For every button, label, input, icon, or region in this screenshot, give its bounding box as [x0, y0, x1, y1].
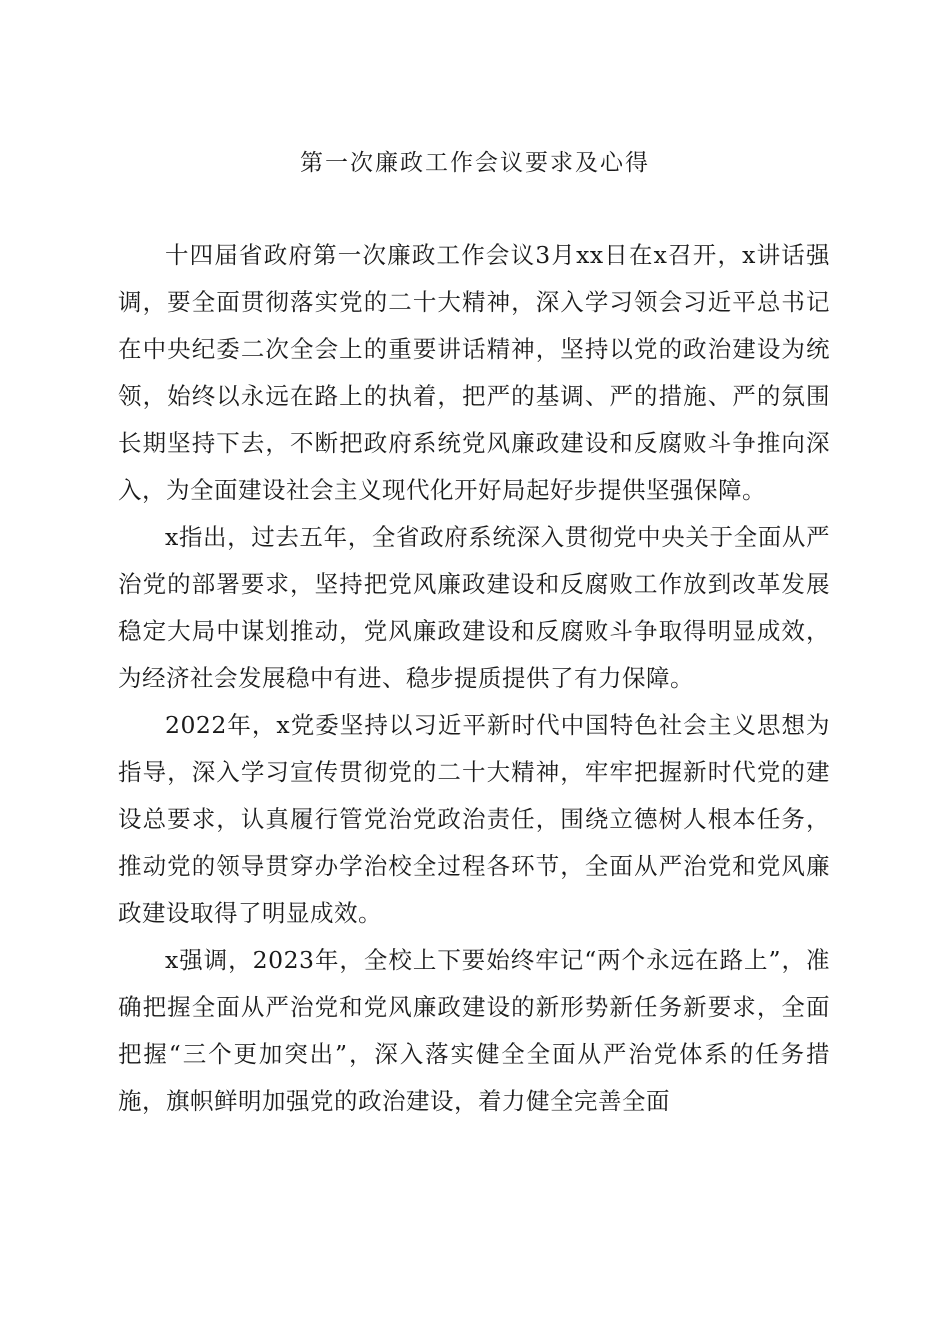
- paragraph-2: x指出，过去五年，全省政府系统深入贯彻党中央关于全面从严治党的部署要求，坚持把党风廉政建设和反腐败工作放到改革发展稳定大局中谋划推动，党风廉政建设和反腐败斗争取得明显成效，为经济社会发展稳中有进、稳步提质提供了有力保障。: [118, 523, 830, 692]
- paragraph-1: 十四届省政府第一次廉政工作会议3月xx日在x召开，x讲话强调，要全面贯彻落实党的二十大精神，深入学习领会习近平总书记在中央纪委二次全会上的重要讲话精神，坚持以党的政治建设为统领，始终以永远在路上的执着，把严的基调、严的措施、严的氛围长期坚持下去，不断把政府系统党风廉政建设和反腐败斗争推向深入，为全面建设社会主义现代化开好局起好步提供坚强保障。: [118, 241, 830, 504]
- paragraph-4: x强调，2023年，全校上下要始终牢记“两个永远在路上”，准确把握全面从严治党和党风廉政建设的新形势新任务新要求，全面把握“三个更加突出”，深入落实健全全面从严治党体系的任务措施，旗帜鲜明加强党的政治建设，着力健全完善全面: [118, 946, 830, 1115]
- document-title: 第一次廉政工作会议要求及心得: [300, 150, 650, 176]
- document-body: [118, 232, 830, 1125]
- paragraph-3: 2022年，x党委坚持以习近平新时代中国特色社会主义思想为指导，深入学习宣传贯彻党的二十大精神，牢牢把握新时代党的建设总要求，认真履行管党治党政治责任，围绕立德树人根本任务，推动党的领导贯穿办学治校全过程各环节，全面从严治党和党风廉政建设取得了明显成效。: [118, 711, 830, 927]
